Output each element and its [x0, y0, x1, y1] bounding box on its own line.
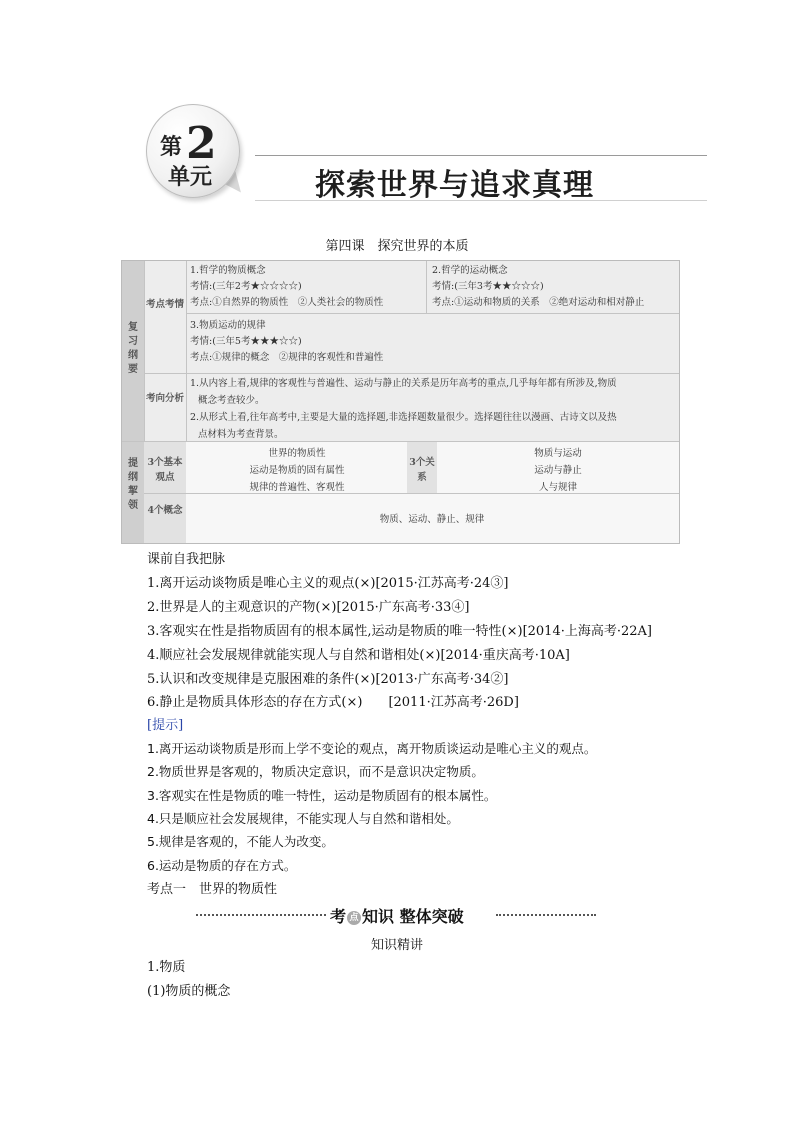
- item-3: 3.物质运动的规律 考情:(三年5考★★★☆☆) 考点:①规律的概念 ②规律的客观性和普遍性: [190, 320, 384, 363]
- pre-class-item-6: 6.静止是物质具体形态的存在方式(×) [2011·江苏高考·26D]: [147, 695, 519, 710]
- answer-2: 2.物质世界是客观的，物质决定意识，而不是意识决定物质。: [147, 764, 484, 779]
- item-divider-h: [186, 313, 679, 314]
- pre-class-item-1: 1.离开运动谈物质是唯心主义的观点(×)[2015·江苏高考·24③]: [147, 576, 509, 591]
- relations: 物质与运动 运动与静止 人与规律: [534, 448, 582, 493]
- item-divider-v: [426, 261, 427, 313]
- banner-dotted-left: [196, 914, 326, 916]
- pre-class-item-5: 5.认识和改变规律是克服困难的条件(×)[2013·广东高考·34②]: [147, 672, 509, 687]
- unit-number: 2: [186, 118, 217, 169]
- basic-points: 世界的物质性 运动是物质的固有属性 规律的普遍性、客观性: [249, 448, 345, 493]
- pre-class-item-3: 3.客观实在性是指物质固有的根本属性,运动是物质的唯一特性(×)[2014·上海高考·22A]: [147, 624, 652, 639]
- row-divider-1: [144, 373, 679, 374]
- section-label-outline: 提纲挈领: [128, 458, 138, 511]
- header-rule-bottom: [255, 200, 707, 201]
- lesson-title: 第四课 探究世界的本质: [325, 239, 469, 254]
- item-matter: 1.物质: [147, 960, 186, 975]
- header-rule: [255, 155, 707, 156]
- pre-class-item-2: 2.世界是人的主观意识的产物(×)[2015·广东高考·33④]: [147, 600, 470, 615]
- item-2: 2.哲学的运动概念 考情:(三年3考★★☆☆☆) 考点:①运动和物质的关系 ②绝对运动和相对静止: [432, 265, 645, 308]
- answer-5: 5.规律是客观的，不能人为改变。: [147, 834, 334, 849]
- answer-1: 1.离开运动谈物质是形而上学不变论的观点，离开物质谈运动是唯心主义的观点。: [147, 741, 597, 756]
- section-banner: [196, 904, 596, 926]
- unit-title: 探索世界与追求真理: [315, 168, 594, 203]
- item-matter-concept: (1)物质的概念: [147, 984, 231, 999]
- answer-4: 4.只是顺应社会发展规律，不能实现人与自然和谐相处。: [147, 811, 459, 826]
- label-basic-points: 3个基本观点: [147, 457, 183, 483]
- label-kaodian: 考点考情: [146, 299, 185, 310]
- label-relations: 3个关系: [409, 457, 435, 483]
- concepts: 物质、运动、静止、规律: [379, 514, 485, 525]
- pre-class-item-4: 4.顺应社会发展规律就能实现人与自然和谐相处(×)[2014·重庆高考·10A]: [147, 648, 570, 663]
- item-1: 1.哲学的物质概念 考情:(三年2考★☆☆☆☆) 考点:①自然界的物质性 ②人类社会的物质性: [190, 265, 384, 308]
- knowledge-subhead: 知识精讲: [370, 938, 423, 953]
- section-label-review: 复习纲要: [128, 322, 138, 375]
- outline-table: [121, 260, 680, 544]
- hint-label: [提示]: [147, 718, 184, 733]
- label-concepts: 4个概念: [147, 505, 183, 516]
- unit-suffix: 单元: [168, 164, 213, 190]
- unit-badge: [146, 104, 244, 202]
- pre-class-heading: 课前自我把脉: [147, 552, 226, 567]
- analysis-text: 1.从内容上看,规律的客观性与普遍性、运动与静止的关系是历年高考的重点,几乎每年都有所涉及,物质 概念考查较少。 2.从形式上看,往年高考中,主要是大量的选择题,非选择题数量很少。选择题往往以漫画、古诗文以及热 点材料为考查背景。: [190, 378, 617, 440]
- banner-dot-icon: 点: [347, 911, 361, 925]
- answer-3: 3.客观实在性是物质的唯一特性，运动是物质固有的根本属性。: [147, 788, 497, 803]
- label-kaoxiang: 考向分析: [146, 393, 185, 404]
- banner-title: 考 点 知识 整体突破: [330, 907, 464, 926]
- banner-dotted-right: [496, 914, 596, 916]
- answer-6: 6.运动是物质的存在方式。: [147, 858, 297, 873]
- unit-prefix: 第: [160, 134, 183, 160]
- kaodian-one-heading: 考点一 世界的物质性: [147, 882, 278, 897]
